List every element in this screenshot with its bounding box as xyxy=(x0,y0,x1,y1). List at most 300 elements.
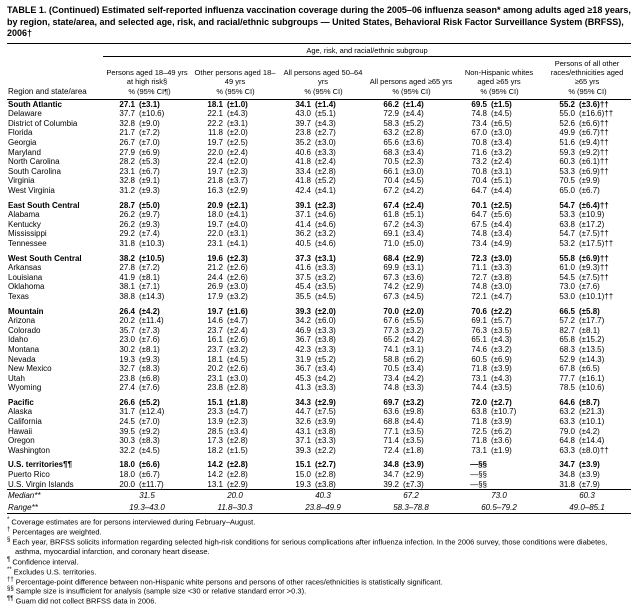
pct-value: 19.7 xyxy=(207,166,223,176)
ci-value: (±3.0) xyxy=(315,138,336,148)
row-label: South Atlantic xyxy=(8,99,62,109)
pct-value: 71.8 xyxy=(471,364,487,374)
table-row xyxy=(7,128,631,138)
pct-value: 41.4 xyxy=(295,219,311,229)
ci-value: (±3.4) xyxy=(491,138,512,148)
ci-value: (±5.7) xyxy=(491,316,512,326)
pct-value: 22.0 xyxy=(207,229,223,239)
ci-value: (±6.9) xyxy=(491,354,512,364)
pct-value: 55.0 xyxy=(559,109,575,119)
footnote-symbol: ¶¶ xyxy=(7,596,14,603)
pct-value: 37.7 xyxy=(119,109,135,119)
pct-value: 41.8 xyxy=(295,157,311,167)
pct-value: 63.2 xyxy=(383,128,399,138)
ci-value: (±4.3) xyxy=(403,219,424,229)
corner-cell xyxy=(7,44,103,57)
ci-value: (±2.3) xyxy=(227,417,248,427)
pct-value: —§§ xyxy=(470,460,487,470)
ci-value: (±5.5) xyxy=(403,316,424,326)
ci-value: (±3.1) xyxy=(403,344,424,354)
pct-value: 72.5 xyxy=(471,426,487,436)
ci-value: (±7.5)†† xyxy=(579,272,609,282)
pct-value: 27.1 xyxy=(119,99,135,109)
pct-header: % xyxy=(543,86,576,99)
table-row xyxy=(7,345,631,355)
summary-body xyxy=(7,490,631,514)
ci-value: (±4.7) xyxy=(227,316,248,326)
ci-value: (±2.2) xyxy=(315,445,336,455)
pct-value: 26.6 xyxy=(119,397,135,407)
pct-value: 34.2 xyxy=(295,316,311,326)
pct-value: 28.2 xyxy=(119,157,135,167)
table-row xyxy=(7,326,631,336)
ci-value: (±4.6) xyxy=(315,219,336,229)
pct-value: 40.6 xyxy=(295,147,311,157)
ci-value: (±9.4)†† xyxy=(579,138,609,148)
ci-header: (95% CI¶) xyxy=(136,86,191,99)
pct-value: 63.8 xyxy=(471,407,487,417)
pct-value: 41.9 xyxy=(119,272,135,282)
pct-value: 54.7 xyxy=(559,200,575,210)
row-header-label: Region and state/area xyxy=(7,86,103,99)
ci-value: (±9.3) xyxy=(139,354,160,364)
ci-value: (±17.7) xyxy=(579,316,605,326)
row-label: Mississippi xyxy=(8,229,47,239)
ci-value: (±7.5)†† xyxy=(579,229,609,239)
ci-value: (±4.1) xyxy=(227,210,248,220)
ci-value: (±3.9) xyxy=(579,470,600,480)
ci-value: (±3.0) xyxy=(227,282,248,292)
pct-value: 32.8 xyxy=(119,176,135,186)
pct-value: 63.3 xyxy=(559,445,575,455)
summary-label: Median** xyxy=(8,491,41,501)
table-row xyxy=(7,307,631,317)
row-label: Maryland xyxy=(8,147,41,157)
pct-value: 32.2 xyxy=(119,445,135,455)
ci-value: (±1.6) xyxy=(227,306,248,316)
pct-value: 21.7 xyxy=(119,128,135,138)
ci-value: (±7.6) xyxy=(139,335,160,345)
ci-value: (±5.2) xyxy=(315,354,336,364)
ci-value: (±9.7) xyxy=(139,210,160,220)
ci-value: (±3.9) xyxy=(579,460,600,470)
pct-value: 34.7 xyxy=(559,460,575,470)
ci-value: (±2.0) xyxy=(403,306,424,316)
pct-value: 82.7 xyxy=(559,325,575,335)
pct-value: 40.5 xyxy=(295,238,311,248)
pct-value: 71.6 xyxy=(471,147,487,157)
ci-value: (±4.3) xyxy=(491,373,512,383)
table-row xyxy=(7,374,631,384)
ci-value: (±6.4)†† xyxy=(579,200,609,210)
pct-value: 23.7 xyxy=(207,325,223,335)
pct-value: 53.3 xyxy=(559,210,575,220)
ci-value: (±4.5) xyxy=(491,109,512,119)
pct-value: 73.4 xyxy=(471,238,487,248)
ci-value: (±1.4) xyxy=(315,99,336,109)
summary-value: 23.8–49.9 xyxy=(305,502,341,512)
corner-cell xyxy=(7,57,103,87)
footnote: * Coverage estimates are for persons interviewed during February–August. xyxy=(7,517,256,527)
ci-value: (±6.1)†† xyxy=(579,157,609,167)
pct-value: 60.5 xyxy=(471,354,487,364)
pct-value: 18.0 xyxy=(119,470,135,480)
row-label: Montana xyxy=(8,344,40,354)
ci-value: (±1.4) xyxy=(403,99,424,109)
pct-value: 19.7 xyxy=(207,138,223,148)
ci-value: (±3.9) xyxy=(491,364,512,374)
summary-value: 60.5–79.2 xyxy=(481,502,517,512)
pct-value: 63.2 xyxy=(559,407,575,417)
ci-value: (±3.2) xyxy=(315,229,336,239)
pct-value: 70.8 xyxy=(471,166,487,176)
ci-value: (±2.9) xyxy=(403,282,424,292)
pct-value: 27.4 xyxy=(119,383,135,393)
pct-value: 35.5 xyxy=(295,291,311,301)
summary-value: 19.3–43.0 xyxy=(129,502,165,512)
pct-value: 79.0 xyxy=(559,426,575,436)
table-body xyxy=(7,99,631,490)
pct-value: 72.1 xyxy=(471,291,487,301)
pct-value: 29.2 xyxy=(119,229,135,239)
ci-value: (±2.4) xyxy=(315,157,336,167)
pct-value: 14.2 xyxy=(207,470,223,480)
ci-value: (±4.5) xyxy=(227,354,248,364)
pct-value: 69.5 xyxy=(471,99,487,109)
pct-value: 37.5 xyxy=(295,272,311,282)
pct-value: 73.4 xyxy=(383,373,399,383)
pct-value: 34.8 xyxy=(383,460,399,470)
ci-value: (±3.3) xyxy=(315,147,336,157)
row-label: Oklahoma xyxy=(8,282,45,292)
pct-value: 14.6 xyxy=(207,316,223,326)
pct-value: 78.5 xyxy=(559,383,575,393)
pct-value: 28.5 xyxy=(207,426,223,436)
table-row xyxy=(7,335,631,345)
pct-value: 24.5 xyxy=(119,417,135,427)
pct-value: 71.1 xyxy=(471,263,487,273)
ci-header: (95% CI) xyxy=(400,86,455,99)
ci-value: (±10.6) xyxy=(579,383,605,393)
pct-value: 71.0 xyxy=(383,238,399,248)
ci-value: (±2.4) xyxy=(227,147,248,157)
pct-value: 39.3 xyxy=(295,306,311,316)
ci-value: (±4.2) xyxy=(579,426,600,436)
ci-value: (±4.5) xyxy=(315,291,336,301)
ci-value: (±8.1) xyxy=(139,344,160,354)
table-row xyxy=(7,383,631,393)
ci-value: (±1.8) xyxy=(403,445,424,455)
ci-value: (±3.5) xyxy=(491,325,512,335)
row-label: West South Central xyxy=(8,253,82,263)
pct-value: 15.0 xyxy=(295,470,311,480)
pct-value: 73.1 xyxy=(471,445,487,455)
pct-value: 65.6 xyxy=(383,138,399,148)
pct-value: 53.2 xyxy=(559,238,575,248)
pct-value: 63.6 xyxy=(383,407,399,417)
pct-value: 70.5 xyxy=(383,364,399,374)
ci-value: (±4.2) xyxy=(403,373,424,383)
ci-value: (±3.4) xyxy=(403,364,424,374)
pct-value: 13.1 xyxy=(207,479,223,489)
ci-value: (±6.7) xyxy=(139,166,160,176)
table-row xyxy=(7,157,631,167)
footnote-symbol: * xyxy=(7,517,10,524)
pct-value: 70.1 xyxy=(471,200,487,210)
table-row xyxy=(7,109,631,119)
ci-value: (±4.4) xyxy=(403,417,424,427)
ci-value: (±2.9) xyxy=(315,397,336,407)
ci-value: (±4.1) xyxy=(315,186,336,195)
pct-value: 41.8 xyxy=(295,176,311,186)
pct-value: 74.8 xyxy=(471,282,487,292)
pct-value: 52.6 xyxy=(559,118,575,128)
ci-value: (±3.0) xyxy=(491,128,512,138)
row-label: South Carolina xyxy=(8,166,61,176)
pct-value: 65.0 xyxy=(559,186,575,195)
pct-value: 45.4 xyxy=(295,282,311,292)
ci-value xyxy=(488,470,543,480)
ci-value: (±8.0)†† xyxy=(579,445,609,455)
table-row xyxy=(7,273,631,283)
ci-value: (±6.6) xyxy=(139,460,160,470)
table-row xyxy=(7,99,631,109)
footnote: † Percentages are weighted. xyxy=(7,527,102,537)
pct-value: 63.8 xyxy=(559,219,575,229)
table-row xyxy=(7,138,631,148)
pct-value: 67.8 xyxy=(559,364,575,374)
pct-value: 70.5 xyxy=(383,157,399,167)
row-label: Virginia xyxy=(8,176,35,186)
pct-value: 27.8 xyxy=(119,263,135,273)
ci-value: (±7.6) xyxy=(579,282,600,292)
pct-value: 58.3 xyxy=(383,118,399,128)
pct-value: 19.7 xyxy=(207,306,223,316)
pct-value: 72.0 xyxy=(471,397,487,407)
pct-value: 70.4 xyxy=(471,176,487,186)
pct-value: 31.8 xyxy=(559,479,575,489)
summary-value: 40.3 xyxy=(315,491,331,501)
ci-value: (±2.7) xyxy=(315,128,336,138)
pct-value: 61.8 xyxy=(383,210,399,220)
pct-value: 70.0 xyxy=(383,306,399,316)
table-row xyxy=(7,446,631,456)
pct-value: 74.6 xyxy=(471,344,487,354)
pct-value: 74.1 xyxy=(383,344,399,354)
pct-value: 41.6 xyxy=(295,263,311,273)
table-row xyxy=(7,480,631,490)
ci-value: (±1.9) xyxy=(491,445,512,455)
table-row xyxy=(7,417,631,427)
table-row xyxy=(7,176,631,186)
pct-value: 64.7 xyxy=(471,186,487,195)
ci-value: (±13.5) xyxy=(579,344,605,354)
table-row xyxy=(7,186,631,196)
ci-value: (±6.8) xyxy=(139,373,160,383)
pct-value: 39.7 xyxy=(295,118,311,128)
footnote: §§ Sample size is insufficient for analysis (sample size <30 or relative standard error >0.3). xyxy=(7,586,307,596)
ci-value: (±4.7) xyxy=(491,291,512,301)
ci-value: (±4.4) xyxy=(403,109,424,119)
ci-value: (±6.7) xyxy=(579,186,600,195)
pct-value: 66.2 xyxy=(383,99,399,109)
pct-value: 20.2 xyxy=(119,316,135,326)
pct-header: % xyxy=(455,86,488,99)
pct-value: 42.4 xyxy=(295,186,311,195)
pct-value: 26.2 xyxy=(119,219,135,229)
row-label: Arizona xyxy=(8,316,36,326)
ci-value: (±2.8) xyxy=(315,166,336,176)
row-label: Hawaii xyxy=(8,426,33,436)
pct-value: 31.7 xyxy=(119,407,135,417)
pct-value: 64.6 xyxy=(559,397,575,407)
col-group-all-50-64: All persons aged 50–64 yrs xyxy=(283,68,363,87)
ci-value: (±8.7) xyxy=(579,397,600,407)
ci-value: (±2.2) xyxy=(491,306,512,316)
pct-value: 54.7 xyxy=(559,229,575,239)
table-row xyxy=(7,398,631,408)
pct-header: % xyxy=(103,86,136,99)
ci-value: (±2.5) xyxy=(491,200,512,210)
ci-value: (±3.5) xyxy=(315,282,336,292)
pct-value: 74.8 xyxy=(383,383,399,393)
ci-value: (±7.6) xyxy=(139,383,160,393)
table-row xyxy=(7,364,631,374)
table-row xyxy=(7,167,631,177)
pct-value: 15.1 xyxy=(295,460,311,470)
pct-value: 52.9 xyxy=(559,354,575,364)
pct-value: 26.4 xyxy=(119,306,135,316)
ci-value: (±3.0) xyxy=(491,282,512,292)
ci-value: (±14.4) xyxy=(579,436,605,446)
pct-value: 22.2 xyxy=(207,118,223,128)
col-group-high-risk-18-49: Persons aged 18–49 yrs at high risk§ xyxy=(106,68,188,87)
ci-value: (±6.9)†† xyxy=(579,166,609,176)
ci-value: (±17.5)†† xyxy=(579,238,614,248)
pct-value: 74.8 xyxy=(471,109,487,119)
ci-value: (±9.1) xyxy=(139,176,160,186)
pct-value: 30.3 xyxy=(119,436,135,446)
ci-value: (±7.1) xyxy=(139,282,160,292)
ci-value: (±2.8) xyxy=(315,470,336,480)
pct-value: 59.3 xyxy=(559,147,575,157)
ci-value: (±10.1) xyxy=(579,417,605,427)
ci-value: (±3.2) xyxy=(227,344,248,354)
footnote: § Each year, BRFSS solicits information regarding selected high-risk conditions for serious complications after influenza infection. In the 2006 survey, those conditions were diabetes, asthma, myocardial infarction, and coronary heart disease. xyxy=(7,537,608,557)
ci-value: (±2.0) xyxy=(315,306,336,316)
table-row xyxy=(7,220,631,230)
summary-row xyxy=(7,490,631,502)
row-label: New Mexico xyxy=(8,364,52,374)
ci-value: (±2.8) xyxy=(403,128,424,138)
row-label: Alaska xyxy=(8,407,33,417)
ci-value: (±9.2)†† xyxy=(579,147,609,157)
ci-value: (±1.8) xyxy=(227,397,248,407)
pct-value: 64.7 xyxy=(471,210,487,220)
ci-value: (±6.0) xyxy=(315,316,336,326)
pct-value: 71.8 xyxy=(471,417,487,427)
ci-value: (±4.3) xyxy=(315,118,336,128)
ci-value: (±3.9) xyxy=(491,417,512,427)
ci-value: (±6.5) xyxy=(579,364,600,374)
ci-header: (95% CI) xyxy=(312,86,367,99)
ci-value: (±12.4) xyxy=(139,407,165,417)
ci-value: (±9.0) xyxy=(139,118,160,128)
ci-value: (±7.0) xyxy=(139,417,160,427)
ci-value: (±4.2) xyxy=(403,335,424,345)
pct-value: 34.3 xyxy=(295,397,311,407)
ci-value: (±10.6) xyxy=(139,109,165,119)
ci-value: (±3.5) xyxy=(403,426,424,436)
ci-value: (±8.3) xyxy=(139,436,160,446)
pct-value: 16.3 xyxy=(207,186,223,195)
ci-value: (±4.1) xyxy=(227,238,248,248)
ci-value: (±6.7)†† xyxy=(579,128,609,138)
table-row xyxy=(7,292,631,302)
ci-value: (±3.1) xyxy=(227,229,248,239)
pct-value: 23.3 xyxy=(207,407,223,417)
summary-value: 58.3–78.8 xyxy=(393,502,429,512)
ci-value: (±2.9) xyxy=(403,470,424,480)
ci-value: (±3.3) xyxy=(315,325,336,335)
pct-value: 18.0 xyxy=(119,460,135,470)
ci-value: (±9.3) xyxy=(139,219,160,229)
ci-value: (±10.5) xyxy=(139,253,165,263)
pct-value: 23.0 xyxy=(119,335,135,345)
pct-value: 20.0 xyxy=(119,479,135,489)
pct-value: 18.0 xyxy=(207,210,223,220)
pct-value: 36.7 xyxy=(295,335,311,345)
pct-value: 45.3 xyxy=(295,373,311,383)
summary-value: 20.0 xyxy=(227,491,243,501)
ci-value: (±21.3) xyxy=(579,407,605,417)
row-label: Pacific xyxy=(8,397,34,407)
pct-value: 66.5 xyxy=(559,306,575,316)
row-label: Kentucky xyxy=(8,219,41,229)
row-label: Washington xyxy=(8,445,50,455)
footnote-symbol: †† xyxy=(7,576,14,583)
table-row xyxy=(7,210,631,220)
ci-value: (±3.2) xyxy=(227,291,248,301)
pct-value: 67.3 xyxy=(383,291,399,301)
pct-value: 26.7 xyxy=(119,138,135,148)
ci-value: (±6.7) xyxy=(139,470,160,480)
ci-value: (±3.4) xyxy=(403,147,424,157)
ci-value: (±4.6) xyxy=(315,210,336,220)
vaccination-coverage-table xyxy=(7,43,631,514)
ci-value: (±7.3) xyxy=(403,479,424,489)
ci-value: (±3.1) xyxy=(403,263,424,273)
row-label: Colorado xyxy=(8,325,41,335)
pct-value: 72.3 xyxy=(471,253,487,263)
table-row xyxy=(7,427,631,437)
pct-value: 32.6 xyxy=(295,417,311,427)
ci-value: (±3.1) xyxy=(491,166,512,176)
ci-header: (95% CI) xyxy=(224,86,279,99)
ci-value: (±3.4) xyxy=(227,426,248,436)
pct-value: 77.3 xyxy=(383,325,399,335)
ci-value: (±3.0) xyxy=(227,373,248,383)
row-label: Louisiana xyxy=(8,272,43,282)
pct-value: 73.1 xyxy=(471,373,487,383)
pct-value: 38.1 xyxy=(119,282,135,292)
ci-value: (±6.6)†† xyxy=(579,118,609,128)
ci-value: (±3.6) xyxy=(403,138,424,148)
ci-value: (±6.2) xyxy=(403,354,424,364)
row-label: Tennessee xyxy=(8,238,47,248)
ci-value: (±7.5) xyxy=(315,407,336,417)
ci-value: (±2.0) xyxy=(227,157,248,167)
